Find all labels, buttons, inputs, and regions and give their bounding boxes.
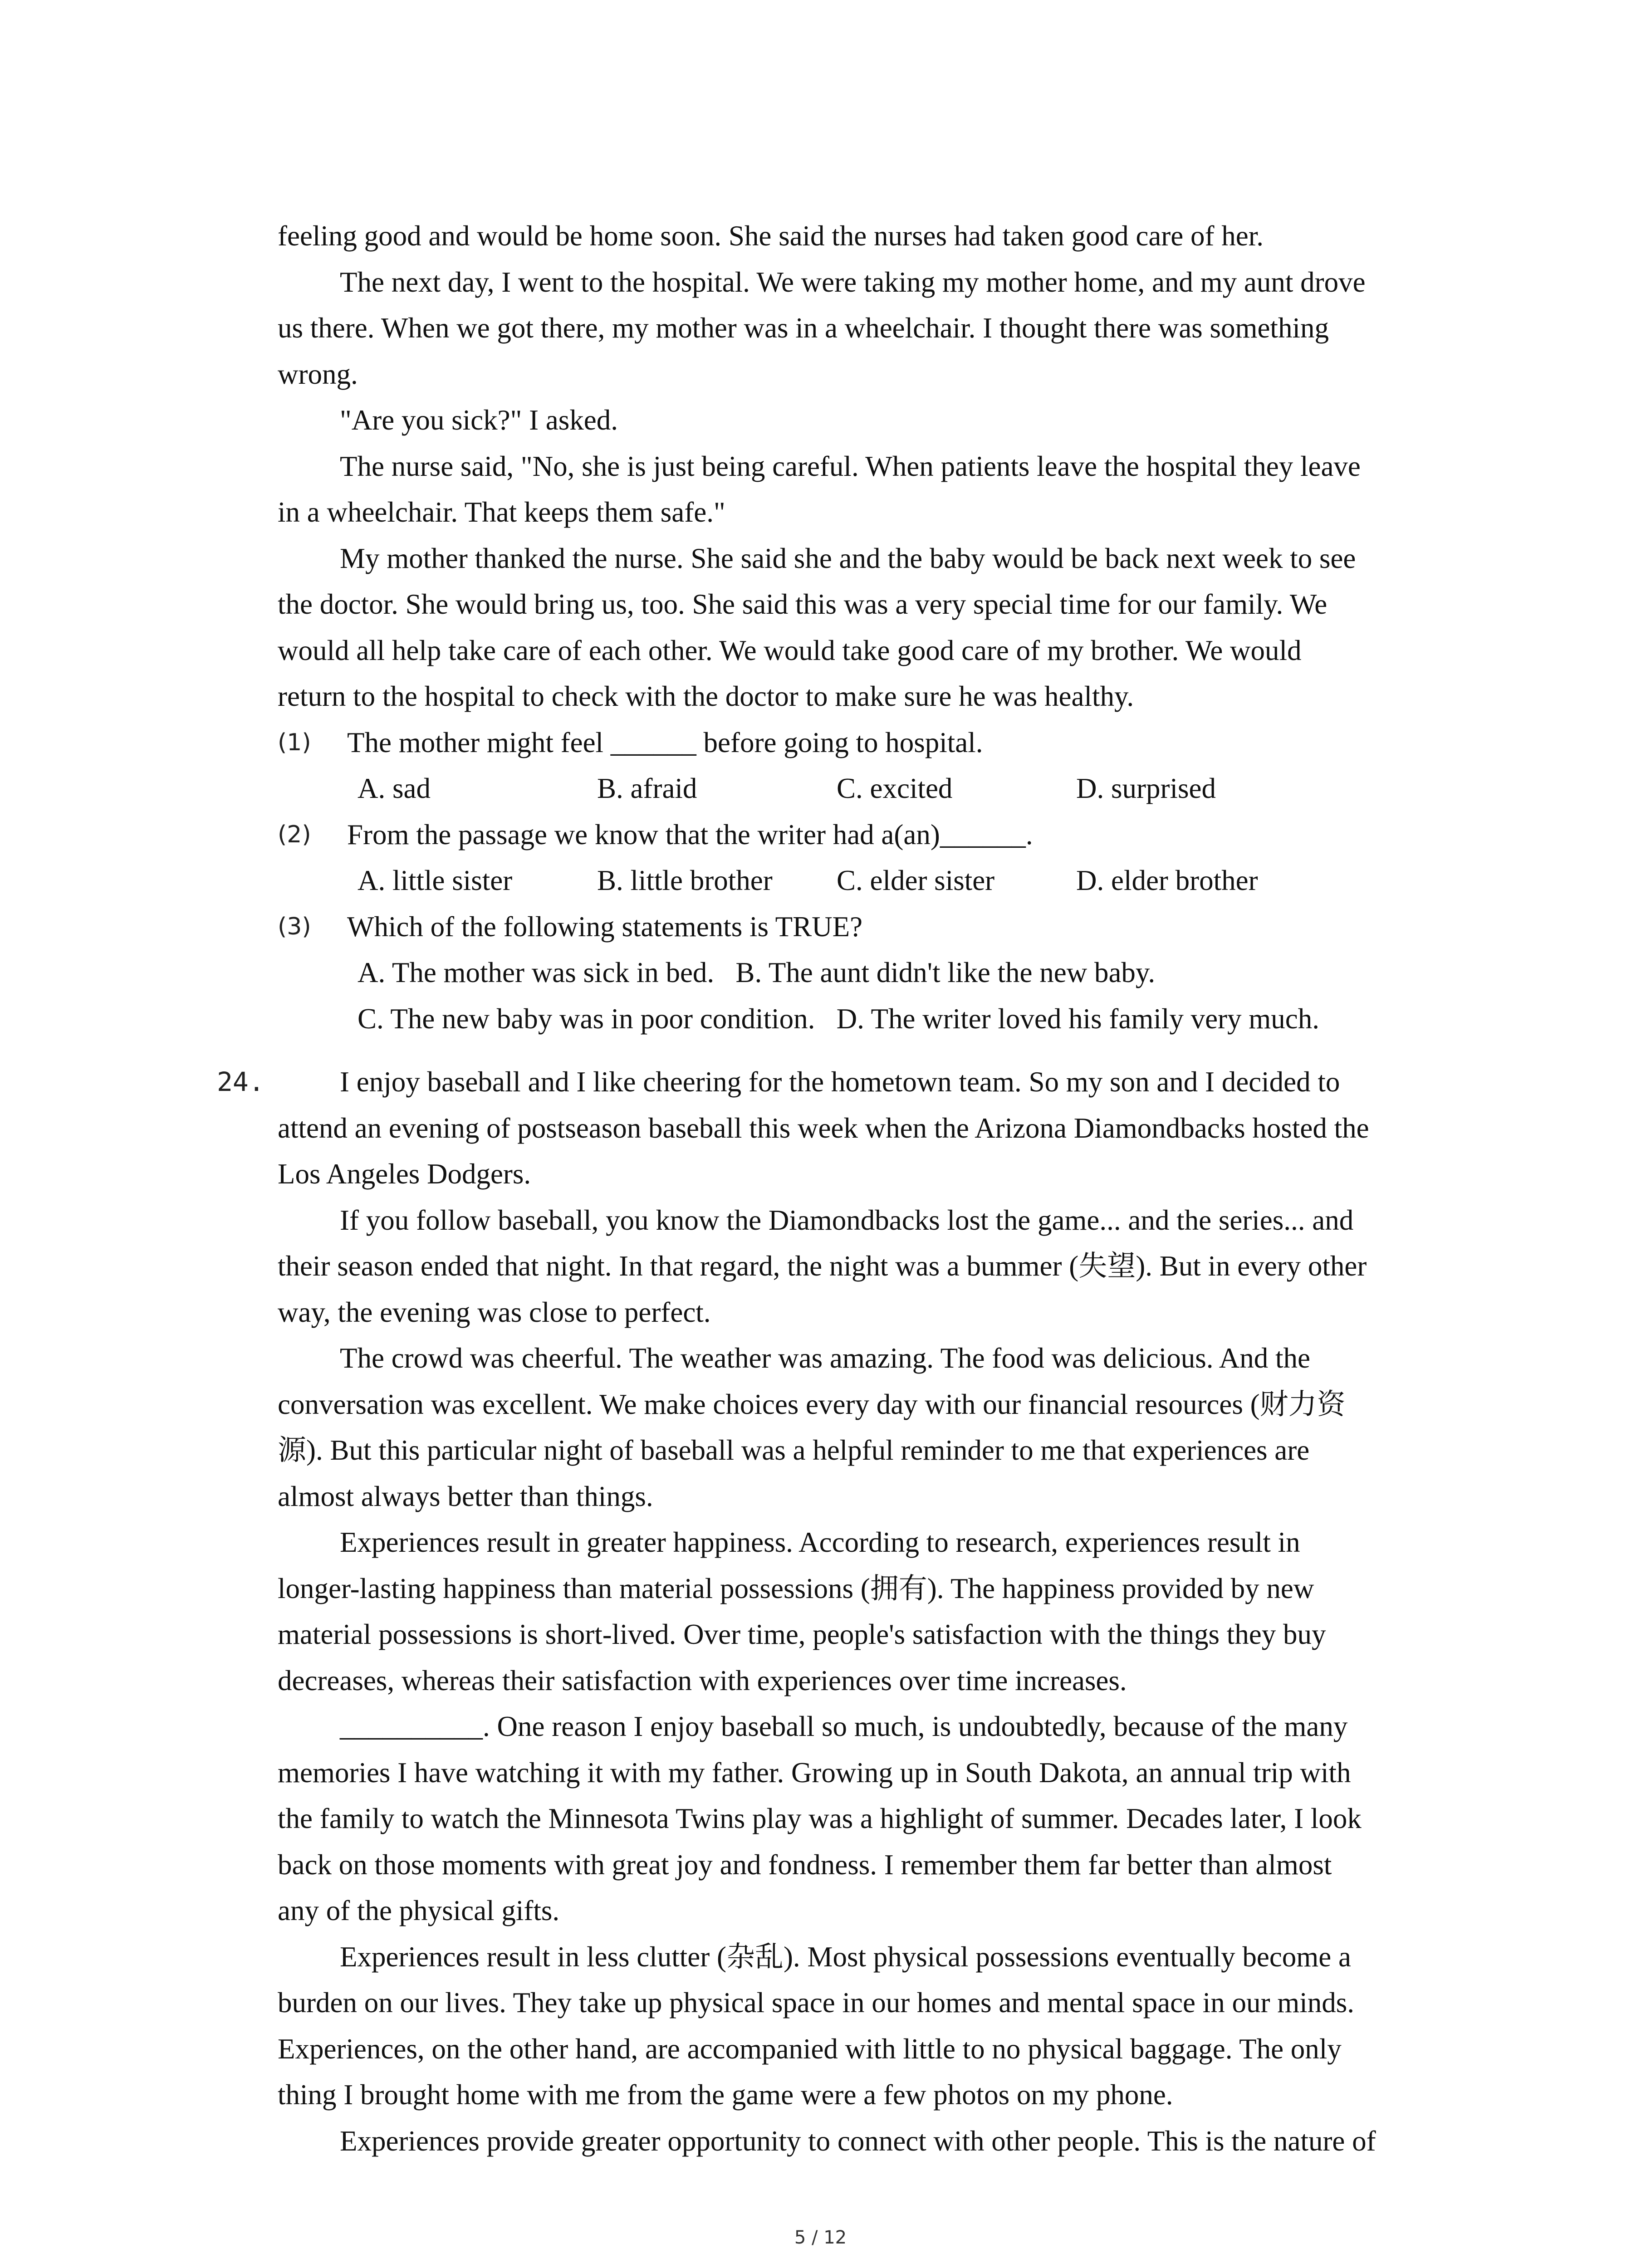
passage-line: back on those moments with great joy and fondness. I remember them far better than almost [278,1848,1332,1881]
option-a: A. sad [358,772,431,804]
question-number: (2) [278,821,311,848]
passage-line: Experiences result in greater happiness. According to research, experiences result in [340,1526,1300,1558]
page-content [217,213,1457,2164]
passage-end [278,213,1457,720]
passage-line: memories I have watching it with my father. Growing up in South Dakota, an annual trip with [278,1756,1351,1789]
question-1-options [278,766,1457,812]
passage-line: us there. When we got there, my mother was in a wheelchair. I thought there was something [278,312,1329,344]
passage-line: Experiences, on the other hand, are accompanied with little to no physical baggage. The only [278,2033,1342,2065]
option-b: B. little brother [597,865,773,896]
question-stem: From the passage we know that the writer had a(an)______. [347,818,1033,850]
passage-line: Experiences result in less clutter (杂乱). Most physical possessions eventually become a [340,1941,1351,1973]
option-c: C. elder sister [837,865,995,896]
passage-line: conversation was excellent. We make choices every day with our financial resources (财力资 [278,1388,1346,1420]
option-a: A. little sister [358,865,513,896]
item-24 [217,1059,1457,2164]
passage-line: Los Angeles Dodgers. [278,1158,531,1190]
passage-line: If you follow baseball, you know the Diamondbacks lost the game... and the series... and [340,1204,1354,1236]
passage-line: Experiences provide greater opportunity to connect with other people. This is the nature of [340,2125,1376,2157]
passage-line: would all help take care of each other. We would take good care of my brother. We would [278,634,1302,666]
passage-line: wrong. [278,358,358,390]
passage-line: burden on our lives. They take up physical space in our homes and mental space in our minds. [278,1987,1355,2019]
passage-line: in a wheelchair. That keeps them safe." [278,496,725,528]
passage-line: feeling good and would be home soon. She said the nurses had taken good care of her. [278,220,1264,252]
passage-line [217,1059,1457,1105]
question-2-options [278,858,1457,904]
passage-line: attend an evening of postseason baseball this week when the Arizona Diamondbacks hosted the [278,1112,1369,1144]
item-number: 24. [217,1066,265,1097]
passage-text: I enjoy baseball and I like cheering for the hometown team. So my son and I decided to [340,1066,1340,1098]
passage-line: the doctor. She would bring us, too. She said this was a very special time for our family. We [278,588,1327,620]
passage-line: The crowd was cheerful. The weather was amazing. The food was delicious. And the [340,1342,1310,1374]
passage-line: return to the hospital to check with the doctor to make sure he was healthy. [278,680,1134,712]
passage-line: The nurse said, "No, she is just being careful. When patients leave the hospital they leave [340,450,1361,482]
passage-line: way, the evening was close to perfect. [278,1296,711,1328]
passage-line: almost always better than things. [278,1480,653,1512]
passage-line: material possessions is short-lived. Over time, people's satisfaction with the things they buy [278,1618,1326,1650]
passage-line: 源). But this particular night of baseball was a helpful reminder to me that experiences are [278,1434,1310,1466]
option-c: C. excited [837,772,953,804]
passage-line: their season ended that night. In that regard, the night was a bummer (失望). But in every other [278,1250,1367,1282]
option-d: D. surprised [1076,772,1216,804]
question-number: (3) [278,913,311,940]
passage-line: thing I brought home with me from the game were a few photos on my phone. [278,2079,1173,2111]
passage-line: decreases, whereas their satisfaction with experiences over time increases. [278,1664,1127,1696]
passage-line: the family to watch the Minnesota Twins play was a highlight of summer. Decades later, I look [278,1803,1362,1834]
question-number: (1) [278,728,311,756]
passage-line: any of the physical gifts. [278,1895,560,1926]
passage-line: My mother thanked the nurse. She said she and the baby would be back next week to see [340,542,1356,574]
question-stem: Which of the following statements is TRUE? [347,910,863,943]
question-3-options-line: C. The new baby was in poor condition. D. The writer loved his family very much. [358,1002,1320,1035]
question-2 [278,812,1457,858]
passage-line: __________. One reason I enjoy baseball so much, is undoubtedly, because of the many [340,1711,1348,1742]
page-number: 5 / 12 [794,2227,847,2248]
question-3-options-line: A. The mother was sick in bed. B. The aunt didn't like the new baby. [358,957,1156,988]
question-1 [278,720,1457,766]
passage-line: "Are you sick?" I asked. [340,404,618,436]
question-3 [278,904,1457,950]
passage-line: longer-lasting happiness than material possessions (拥有). The happiness provided by new [278,1572,1314,1604]
option-d: D. elder brother [1076,865,1258,896]
passage-line: The next day, I went to the hospital. We were taking my mother home, and my aunt drove [340,266,1366,298]
option-b: B. afraid [597,772,697,804]
question-stem: The mother might feel ______ before going to hospital. [347,726,983,758]
question-list [278,720,1457,1042]
